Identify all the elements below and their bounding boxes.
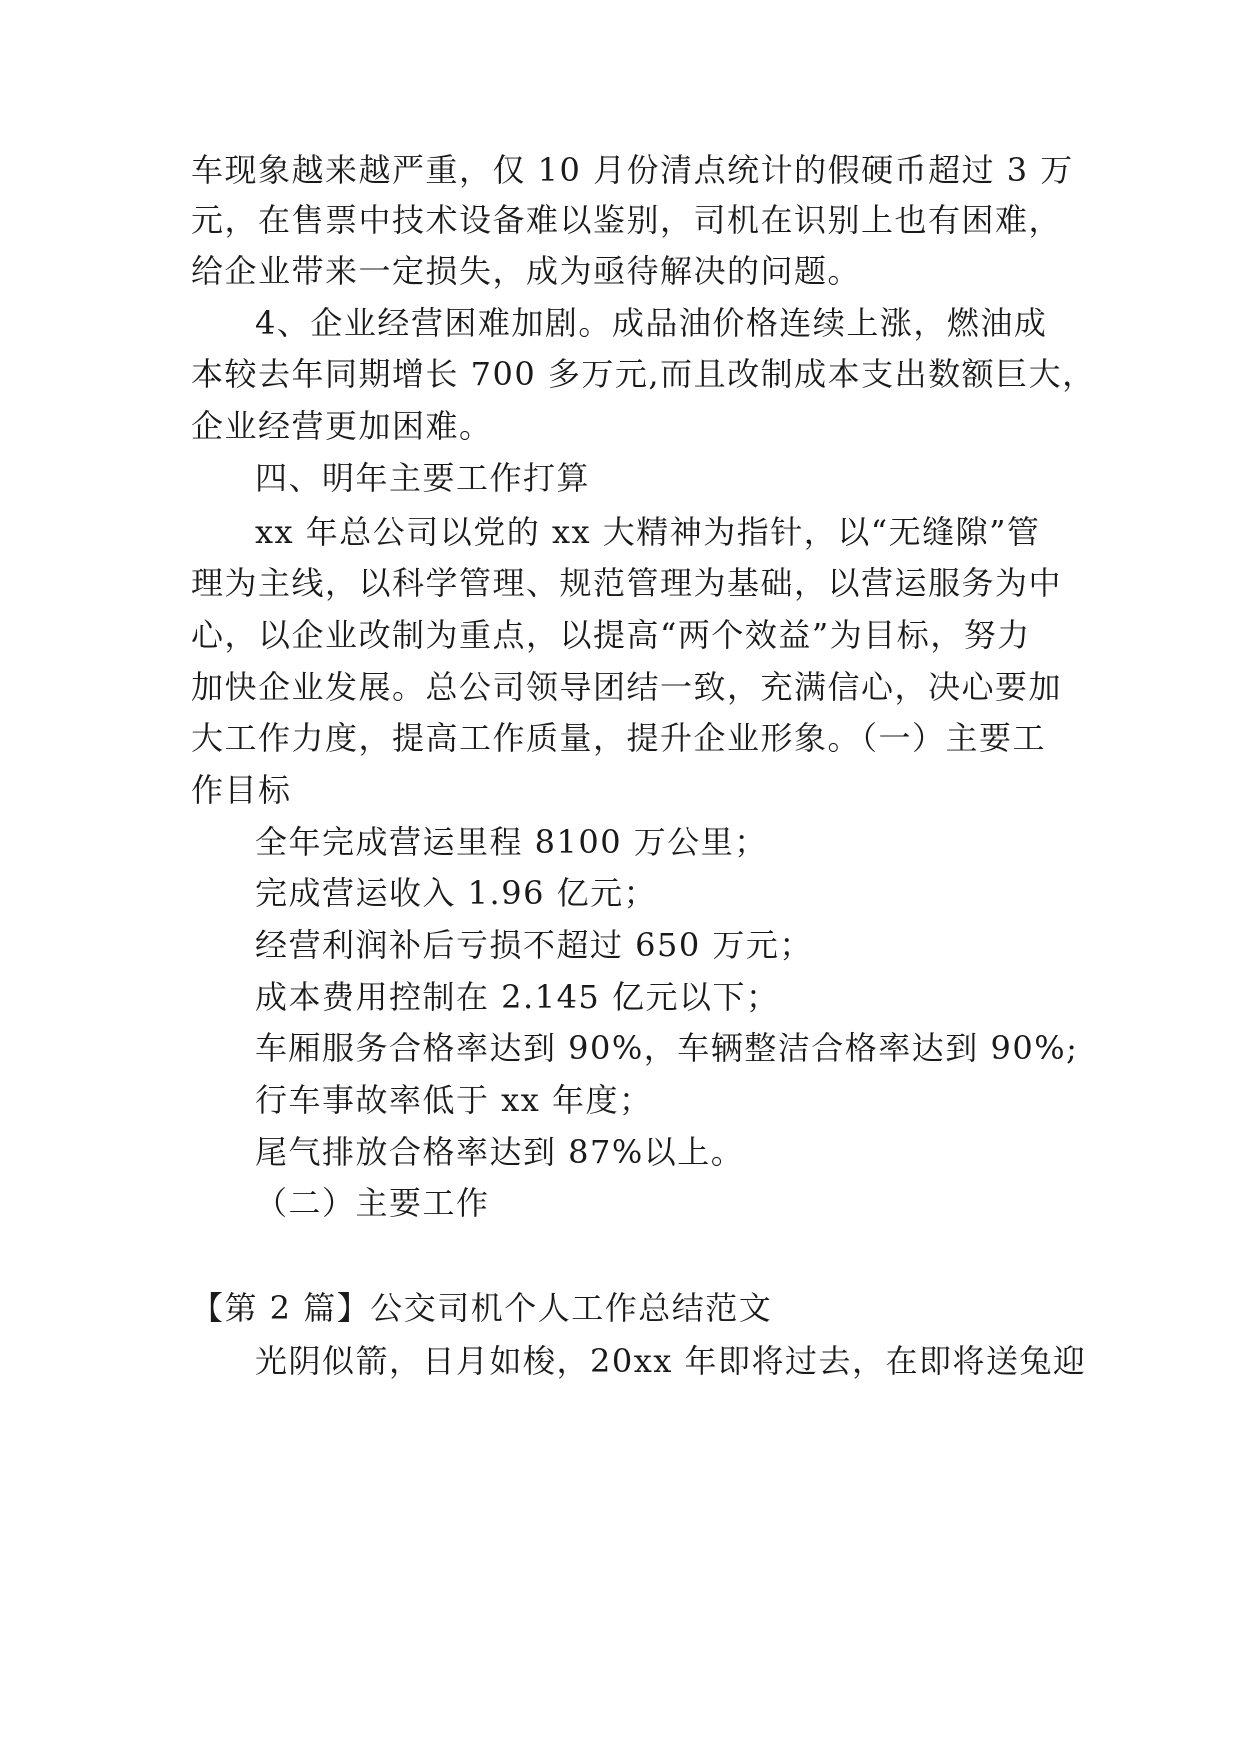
body-text-line: 理为主线，以科学管理、规范管理为基础，以营运服务为中 xyxy=(191,564,1063,602)
body-text-line: 大工作力度，提高工作质量，提升企业形象。（一）主要工 xyxy=(191,719,1047,757)
subsection-heading: （二）主要工作 xyxy=(255,1184,490,1222)
goal-item: 尾气排放合格率达到 87%以上。 xyxy=(255,1133,745,1171)
body-text-line: 4、企业经营困难加剧。成品油价格连续上涨，燃油成 xyxy=(255,304,1048,342)
goal-item: 经营利润补后亏损不超过 650 万元； xyxy=(255,926,813,964)
body-text-line: 本较去年同期增长 700 多万元,而且改制成本支出数额巨大， xyxy=(191,355,1096,393)
body-text-line: 作目标 xyxy=(191,771,292,809)
goal-item: 车厢服务合格率达到 90%，车辆整洁合格率达到 90%; xyxy=(255,1029,1079,1067)
goal-item: 完成营运收入 1.96 亿元； xyxy=(255,874,658,912)
body-text-line: 加快企业发展。总公司领导团结一致，充满信心，决心要加 xyxy=(191,668,1063,706)
section-heading: 四、明年主要工作打算 xyxy=(255,459,591,497)
body-text-line: 元，在售票中技术设备难以鉴别，司机在识别上也有困难， xyxy=(191,201,1063,239)
body-text-line: 给企业带来一定损失，成为亟待解决的问题。 xyxy=(191,252,862,290)
goal-item: 全年完成营运里程 8100 万公里； xyxy=(255,823,768,861)
body-text-line: xx 年总公司以党的 xx 大精神为指针，以“无缝隙”管 xyxy=(255,513,1041,551)
body-text-line: 光阴似箭，日月如梭，20xx 年即将过去，在即将送兔迎 xyxy=(255,1342,1087,1380)
body-text-line: 车现象越来越严重，仅 10 月份清点统计的假硬币超过 3 万 xyxy=(191,151,1074,189)
article-title: 【第 2 篇】公交司机个人工作总结范文 xyxy=(191,1289,773,1327)
goal-item: 成本费用控制在 2.145 亿元以下； xyxy=(255,978,780,1016)
goal-item: 行车事故率低于 xx 年度； xyxy=(255,1081,653,1119)
body-text-line: 心，以企业改制为重点，以提高“两个效益”为目标，努力 xyxy=(191,616,1031,654)
body-text-line: 企业经营更加困难。 xyxy=(191,407,493,445)
